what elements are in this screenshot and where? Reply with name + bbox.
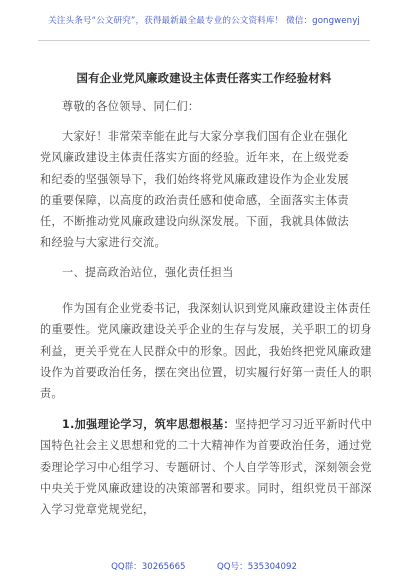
footer [0, 560, 408, 572]
salutation: 尊敬的各位领导、同仁们： [62, 100, 200, 113]
footer-qq-group: QQ群：30265665 [111, 562, 186, 572]
section-1-body: 作为国有企业党委书记，我深刻认识到党风廉政建设主体责任的重要性。党风廉政建设关乎企业的生存与发展，关乎职工的切身利益，更关乎党在人民群众中的形象。因此，我始终把党风廉政建设作为首要政治任务，摆在突出位置，切实履行好第一责任人的职责。 [40, 302, 372, 401]
header-divider [38, 40, 370, 41]
footer-qq-number: QQ号：535304092 [217, 562, 297, 572]
section-1-heading: 一、提高政治站位，强化责任担当 [62, 266, 234, 279]
header-banner: 关注头条号“公文研究”，获得最新最全最专业的公文资料库！ 微信：gongwenyj [48, 16, 360, 26]
document-title: 国有企业党风廉政建设主体责任落实工作经验材料 [76, 71, 332, 85]
intro-text: 大家好！非常荣幸能在此与大家分享我们国有企业在强化党风廉政建设主体责任落实方面的经验。近年来，在上级党委和纪委的坚强领导下，我们始终将党风廉政建设作为企业发展的重要保障，以高度的政治责任感和使命感，全面落实主体责任，不断推动党风廉政建设向纵深发展。下面，我就具体做法和经验与大家进行交流。 [40, 130, 349, 250]
point-1-lead: 1.加强理论学习，筑牢思想根基： [62, 418, 235, 431]
point-1-text: 坚持把学习习近平新时代中国特色社会主义思想和党的二十大精神作为首要政治任务，通过党委理论学习中心组学习、专题研讨、个人自学等形式，深刻领会党中央关于党风廉政建设的决策部署和要求。同时，组织党员干部深入学习党章党规党纪， [40, 418, 373, 517]
point-1-paragraph [40, 414, 378, 520]
intro-paragraph [40, 126, 356, 254]
